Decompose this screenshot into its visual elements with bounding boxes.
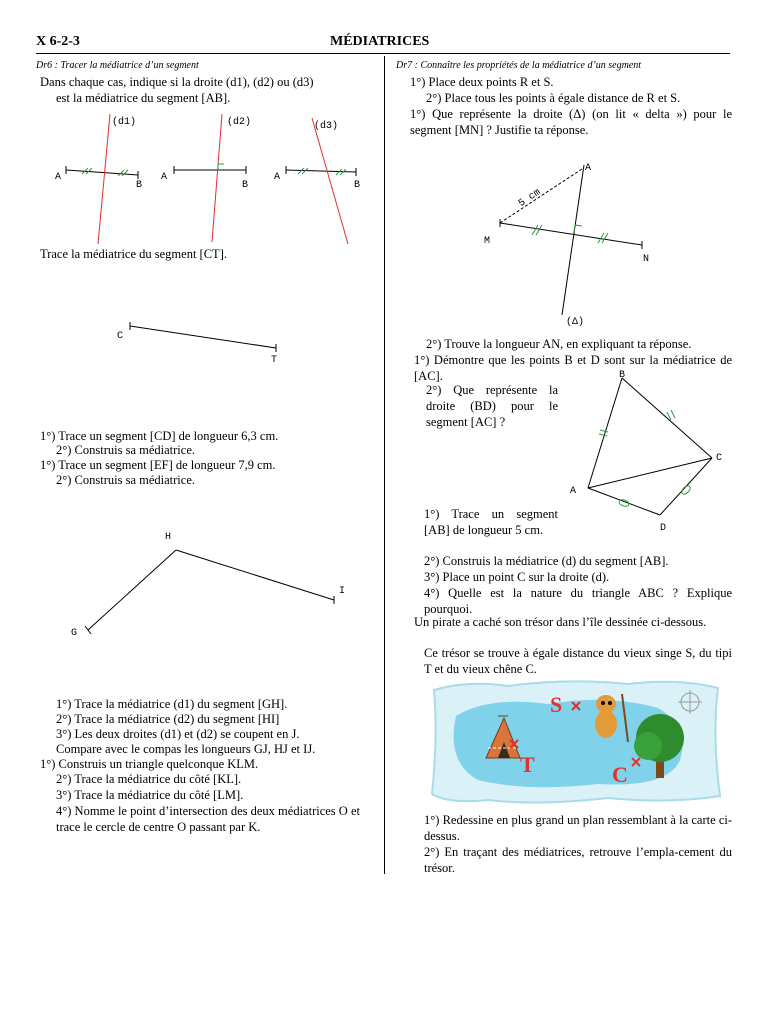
map-label-t: T: [520, 752, 535, 777]
label-d3: (d3): [314, 121, 339, 132]
pirate-clue: Ce trésor se trouve à égale distance du vieux singe S, du tipi T et du vieux chêne C.: [424, 646, 732, 676]
line-d3: [312, 118, 348, 244]
abc-step1: 1°) Trace un segment [AB] de longueur 5 cm.: [424, 507, 558, 537]
label-5cm: 5 cm: [516, 187, 544, 210]
map-step2: 2°) En traçant des médiatrices, retrouve l’empla-cement du trésor.: [424, 845, 732, 875]
q1-line2: est la médiatrice du segment [AB].: [56, 91, 231, 105]
label-c-kite: C: [716, 453, 723, 464]
ghi-step2: 2°) Trace la médiatrice (d2) du segment [HI]: [56, 712, 280, 726]
label-a1: A: [55, 172, 62, 183]
label-delta: (Δ): [566, 317, 585, 328]
segment-mn-figure: [470, 135, 670, 335]
klm-step3: 3°) Trace la médiatrice du côté [LM].: [56, 788, 244, 802]
label-d-kite: D: [660, 523, 667, 534]
label-m: M: [484, 236, 491, 247]
triangle-ghi-figure: [80, 540, 350, 640]
line-d2: [212, 114, 222, 242]
klm-step4: 4°) Nomme le point d’intersection des deux médiatrices O et trace le cercle de centre O passant par K.: [56, 804, 360, 834]
ef-step2: 2°) Construis sa médiatrice.: [56, 473, 195, 487]
bd-step1: 1°) Démontre que les points B et D sont sur la médiatrice de [AC].: [414, 353, 732, 383]
abc-step3: 3°) Place un point C sur la droite (d).: [424, 570, 610, 584]
section-dr7-title: Dr7 : Connaître les propriétés de la médiatrice d’un segment: [396, 60, 642, 71]
label-a-mn: A: [585, 163, 592, 174]
label-n: N: [643, 254, 650, 265]
map-step1: 1°) Redessine en plus grand un plan ressemblant à la carte ci-dessus.: [424, 813, 732, 843]
kite-abcd-figure: [570, 360, 750, 530]
label-g: G: [71, 628, 78, 639]
label-d2: (d2): [227, 117, 252, 128]
label-b2: B: [242, 180, 249, 191]
cd-step1: 1°) Trace un segment [CD] de longueur 6,3 cm.: [40, 429, 279, 443]
map-label-c: C: [612, 762, 628, 787]
ghi-step4: Compare avec le compas les longueurs GJ, HJ et IJ.: [56, 742, 316, 756]
label-d1: (d1): [112, 117, 137, 128]
abc-step2: 2°) Construis la médiatrice (d) du segment [AB].: [424, 554, 669, 568]
segment-ct-figure: [120, 316, 290, 360]
label-i: I: [339, 586, 346, 597]
mn-step1: 1°) Que représente la droite (Δ) (on lit « delta ») pour le segment [MN] ? Justifie ta réponse.: [410, 107, 732, 137]
segment-ab-3: [286, 170, 356, 172]
pirate-intro: Un pirate a caché son trésor dans l’île dessinée ci-dessous.: [414, 615, 707, 629]
header-rule: [36, 53, 730, 54]
ghi-step1: 1°) Trace la médiatrice (d1) du segment [GH].: [56, 697, 288, 711]
label-b-kite: B: [619, 370, 626, 381]
label-t: T: [271, 355, 278, 366]
abc-step4: 4°) Quelle est la nature du triangle ABC ? Explique pourquoi.: [424, 586, 732, 616]
label-a2: A: [161, 172, 168, 183]
line-delta: [562, 165, 584, 315]
ef-step1: 1°) Trace un segment [EF] de longueur 7,9 cm.: [40, 458, 276, 472]
label-h: H: [165, 532, 172, 543]
treasure-map: [428, 676, 724, 806]
klm-step2: 2°) Trace la médiatrice du côté [KL].: [56, 772, 242, 786]
trace-ct: Trace la médiatrice du segment [CT].: [40, 247, 227, 261]
bd-step2: 2°) Que représente la droite (BD) pour le segment [AC] ?: [426, 383, 558, 429]
page-title: MÉDIATRICES: [330, 34, 430, 49]
ghi-step3: 3°) Les deux droites (d1) et (d2) se coupent en J.: [56, 727, 300, 741]
q1-line1: Dans chaque cas, indique si la droite (d1), (d2) ou (d3): [40, 75, 314, 89]
doc-code: X 6-2-3: [36, 34, 80, 49]
map-label-s: S: [550, 692, 563, 717]
label-b1: B: [136, 180, 143, 191]
label-a-kite: A: [570, 486, 577, 497]
line-d1: [98, 114, 110, 244]
label-b3: B: [354, 180, 361, 191]
cd-step2: 2°) Construis sa médiatrice.: [56, 443, 195, 457]
column-divider: [384, 56, 385, 874]
label-a3: A: [274, 172, 281, 183]
section-dr6-title: Dr6 : Tracer la médiatrice d’un segment: [36, 60, 199, 71]
klm-step1: 1°) Construis un triangle quelconque KLM.: [40, 757, 259, 771]
an-step2: 2°) Trouve la longueur AN, en expliquant ta réponse.: [426, 337, 692, 351]
rs-step1: 1°) Place deux points R et S.: [410, 75, 554, 89]
label-c: C: [117, 331, 124, 342]
rs-step2: 2°) Place tous les points à égale distance de R et S.: [426, 91, 681, 105]
